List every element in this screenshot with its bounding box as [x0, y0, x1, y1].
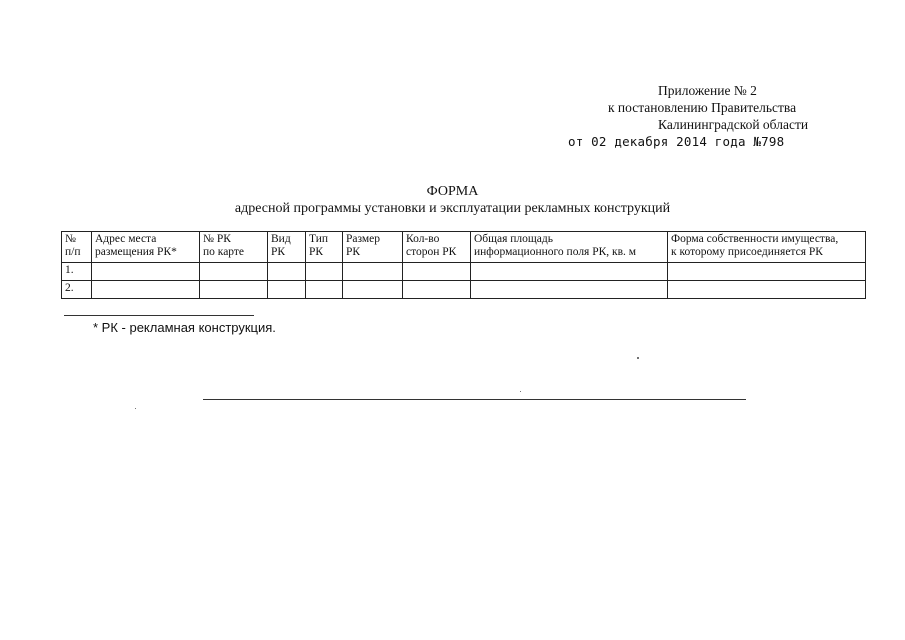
- table-cell: [668, 263, 866, 281]
- scan-speck: [637, 357, 639, 359]
- address-program-table: [61, 231, 866, 299]
- table-row: [62, 281, 866, 299]
- scan-speck: [135, 408, 136, 409]
- annex-date: от 02 декабря 2014 года №798: [568, 134, 785, 149]
- header-cell-sides: Кол-во сторон РК: [403, 232, 471, 263]
- table-cell: [92, 281, 200, 299]
- footnote-text: * РК - рекламная конструкция.: [93, 320, 276, 335]
- header-cell-ownership: Форма собственности имущества, к которому присоединяется РК: [668, 232, 866, 263]
- table-cell: 2.: [62, 281, 92, 299]
- table-cell: [343, 263, 403, 281]
- table-cell: [343, 281, 403, 299]
- form-heading: [0, 183, 905, 217]
- table-cell: [403, 281, 471, 299]
- table-cell: [200, 281, 268, 299]
- header-cell-size: Размер РК: [343, 232, 403, 263]
- header-cell-map-number: № РК по карте: [200, 232, 268, 263]
- header-cell-kind: Вид РК: [268, 232, 306, 263]
- table-header-row: [62, 232, 866, 263]
- table-cell: [200, 263, 268, 281]
- table-row: [62, 263, 866, 281]
- scan-speck: [520, 391, 521, 392]
- annex-decree-ref: к постановлению Правительства: [608, 100, 797, 115]
- header-cell-area: Общая площадь информационного поля РК, кв. м: [471, 232, 668, 263]
- header-cell-number: № п/п: [62, 232, 92, 263]
- footnote-separator: [64, 315, 254, 316]
- table-cell: [403, 263, 471, 281]
- bottom-divider-line: [203, 399, 746, 400]
- table-cell: [306, 281, 343, 299]
- header-cell-type: Тип РК: [306, 232, 343, 263]
- table-cell: [471, 263, 668, 281]
- annex-number: Приложение № 2: [658, 83, 757, 98]
- header-cell-address: Адрес места размещения РК*: [92, 232, 200, 263]
- annex-block: [560, 82, 880, 150]
- form-subtitle: адресной программы установки и эксплуатации рекламных конструкций: [234, 201, 671, 216]
- annex-region: Калининградской области: [658, 117, 809, 132]
- table-cell: [92, 263, 200, 281]
- table-cell: [471, 281, 668, 299]
- form-title: ФОРМА: [426, 184, 479, 199]
- table-cell: [306, 263, 343, 281]
- table-cell: [268, 263, 306, 281]
- table-cell: [668, 281, 866, 299]
- table-cell: 1.: [62, 263, 92, 281]
- table-cell: [268, 281, 306, 299]
